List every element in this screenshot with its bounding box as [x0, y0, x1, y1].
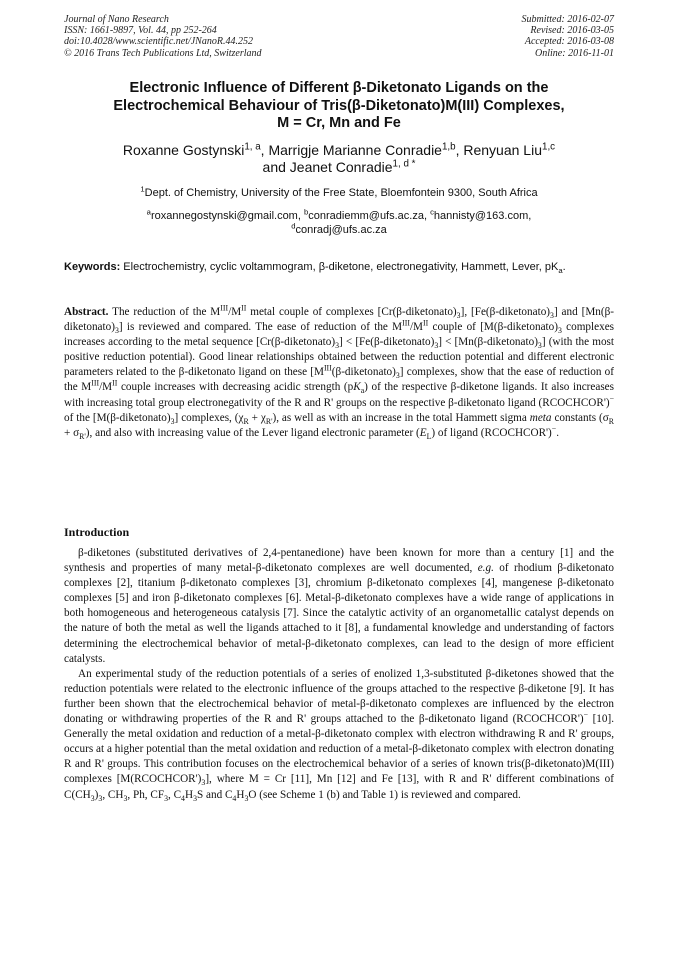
author-name: Marrigje Marianne Conradie [268, 142, 442, 158]
author-line-2 [64, 159, 614, 176]
email-mark: b [303, 207, 309, 217]
date-online: Online: 2016-11-01 [535, 47, 614, 59]
journal-copyright: © 2016 Trans Tech Publications Ltd, Switzerland [64, 47, 262, 59]
date-accepted: Accepted: 2016-03-08 [524, 36, 614, 48]
paper-title [64, 80, 614, 133]
author-affil-mark: 1, d * [392, 158, 416, 170]
keywords-text: Electrochemistry, cyclic voltammogram, β-diketone, electronegativity, Hammett, Lever, pK [120, 261, 559, 273]
email-line-2 [64, 223, 614, 237]
intro-paragraph-1: β-diketones (substituted derivatives of 2,4-pentanedione) have been known for more than a century [1] and the synthesis and properties of many metal-β-diketonato complexes are well documented, e.g. of rhodium β-diketonato complexes [2], titanium β-diketonato complexes [3], chromium β-diketonato complexes [4], mangenese β-diketonato complexes [5] and iron β-diketonato complexes [6]. Metal-β-diketonato complexes have a wide range of applications in both homogeneous and heterogeneous catalysis [7]. Since the catalytic activity of an organometallic catalyst depends on the nature of both the metal as well the ligands attached to it [8], a fundamental knowledge and understanding of factors determining the electrochemical behavior of metal-β-diketonato complexes, can lead to the design of more efficient catalysts. [64, 547, 614, 665]
author-name: Jeanet Conradie [289, 159, 393, 175]
author-separator: , [455, 142, 464, 158]
author-name: Renyuan Liu [463, 142, 542, 158]
section-heading-introduction: Introduction [64, 525, 130, 539]
introduction-body [64, 546, 614, 803]
author-affil-mark: 1,b [441, 141, 456, 153]
journal-issn: ISSN: 1661-9897, Vol. 44, pp 252-264 [64, 25, 217, 37]
email-address[interactable]: conradj@ufs.ac.za [295, 224, 387, 236]
author-conjunction: and [262, 159, 290, 175]
journal-name: Journal of Nano Research [64, 14, 169, 25]
email-mark: c [430, 207, 434, 217]
keywords-subscript: a [558, 266, 563, 276]
author-affil-mark: 1,c [542, 141, 556, 153]
affiliation-mark: 1 [140, 184, 145, 194]
journal-doi: doi:10.4028/www.scientific.net/JNanoR.44.252 [64, 36, 253, 48]
title-line-2: Electrochemical Behaviour of Tris(β-Diketonato)M(III) Complexes, [113, 97, 565, 114]
affiliation-text: Dept. of Chemistry, University of the Free State, Bloemfontein 9300, South Africa [144, 187, 538, 199]
author-separator: , [260, 142, 269, 158]
keywords-label: Keywords: [64, 261, 121, 273]
email-address[interactable]: conradiemm@ufs.ac.za, [308, 210, 431, 222]
author-line-1 [64, 142, 614, 159]
title-line-1: Electronic Influence of Different β-Diketonato Ligands on the [129, 80, 549, 96]
email-mark: d [291, 221, 296, 231]
email-list [64, 209, 614, 237]
keywords [64, 260, 614, 275]
abstract: Abstract. The reduction of the $M^{III}/M^{II}$ metal couple of complexes $[Cr(\beta-diketonato)_3]$, $[Fe(\beta-diketonato)_3]$ and $[Mn(\beta-diketonato)_3]$ is reviewed and compared. The ease of reduction of the $M^{III}/M^{II}$ couple of [$M(\beta-diketonato)_3$ complexes increases according to the metal sequence $[Cr(\beta-diketonato)_3]$ < $[Fe(\beta-diketonato)_3]$ < $[Mn(\beta-diketonato)_3]$ (with the most positive reduction potential). Good linear relationships obtained between the reduction potential and different electronic parameters related to the β-diketonato ligand on these $[M^{III}(\beta-diketonato)_3]$ complexes, show that the ease of reduction of the $M^{III}/M^{II}$ couple increases with decreasing acidic strength $(pK_a)$ of the respective β-diketone ligands. It also increases with increasing total group electronegativity of the R and R' groups on the respective β-diketonato ligand (RCOCHCOR')− of the $[M(\beta-diketonato)_3]$ complexes, $(\chi_R + \chi_{R'})$, as well as with an increase in the total Hammett sigma meta constants $(\sigma_R + \sigma_{R'})$, and also with increasing value of the Lever ligand electronic parameter $(E_L)$ of ligand (RCOCHCOR')−. [64, 303, 615, 441]
email-address[interactable]: hannisty@163.com, [433, 210, 532, 222]
date-submitted: Submitted: 2016-02-07 [521, 14, 614, 25]
abstract-label: Abstract. [64, 306, 109, 318]
email-mark: a [146, 207, 151, 217]
email-line-1 [64, 209, 614, 223]
author-list [64, 142, 614, 176]
author-affil-mark: 1, a [244, 141, 261, 153]
email-address[interactable]: roxannegostynski@gmail.com, [150, 210, 304, 222]
title-line-3: M = Cr, Mn and Fe [277, 115, 401, 131]
journal-header-right [522, 14, 615, 59]
affiliation [64, 186, 614, 200]
intro-paragraph-2: An experimental study of the reduction potentials of a series of enolized 1,3-substituted β-diketones showed that the reduction potentials were related to the electronic influence of the groups attached to the respective β-diketone [9]. It has further been shown that the electrochemical behavior of metal-β-diketonato complexes are influenced by the electron donating or withdrawing properties of the R and R' groups attached to the β-diketonato ligand (RCOCHCOR')− [10]. Generally the metal oxidation and reduction of a metal-β-diketonato complex with electron withdrawing R and R' groups, occurs at a higher potential than the metal oxidation and reduction of a metal-β-diketonato complex with electron donating R and R' groups. This contribution focuses on the electrochemical behavior of a series of known tris(β-diketonato)M(III) complexes $[M(RCOCHCOR')_3]$, where M = Cr [11], Mn [12] and Fe [13], with R and R' different combinations of $C(CH_3)_3$, $CH_3$, Ph, $CF_3$, $C_4H_3S$ and $C_4H_3O$ (see Scheme 1 (b) and Table 1) is reviewed and compared. [64, 667, 615, 803]
journal-header-left [64, 14, 262, 59]
keywords-end: . [562, 261, 566, 273]
date-revised: Revised: 2016-03-05 [530, 25, 614, 37]
author-name: Roxanne Gostynski [122, 142, 245, 158]
